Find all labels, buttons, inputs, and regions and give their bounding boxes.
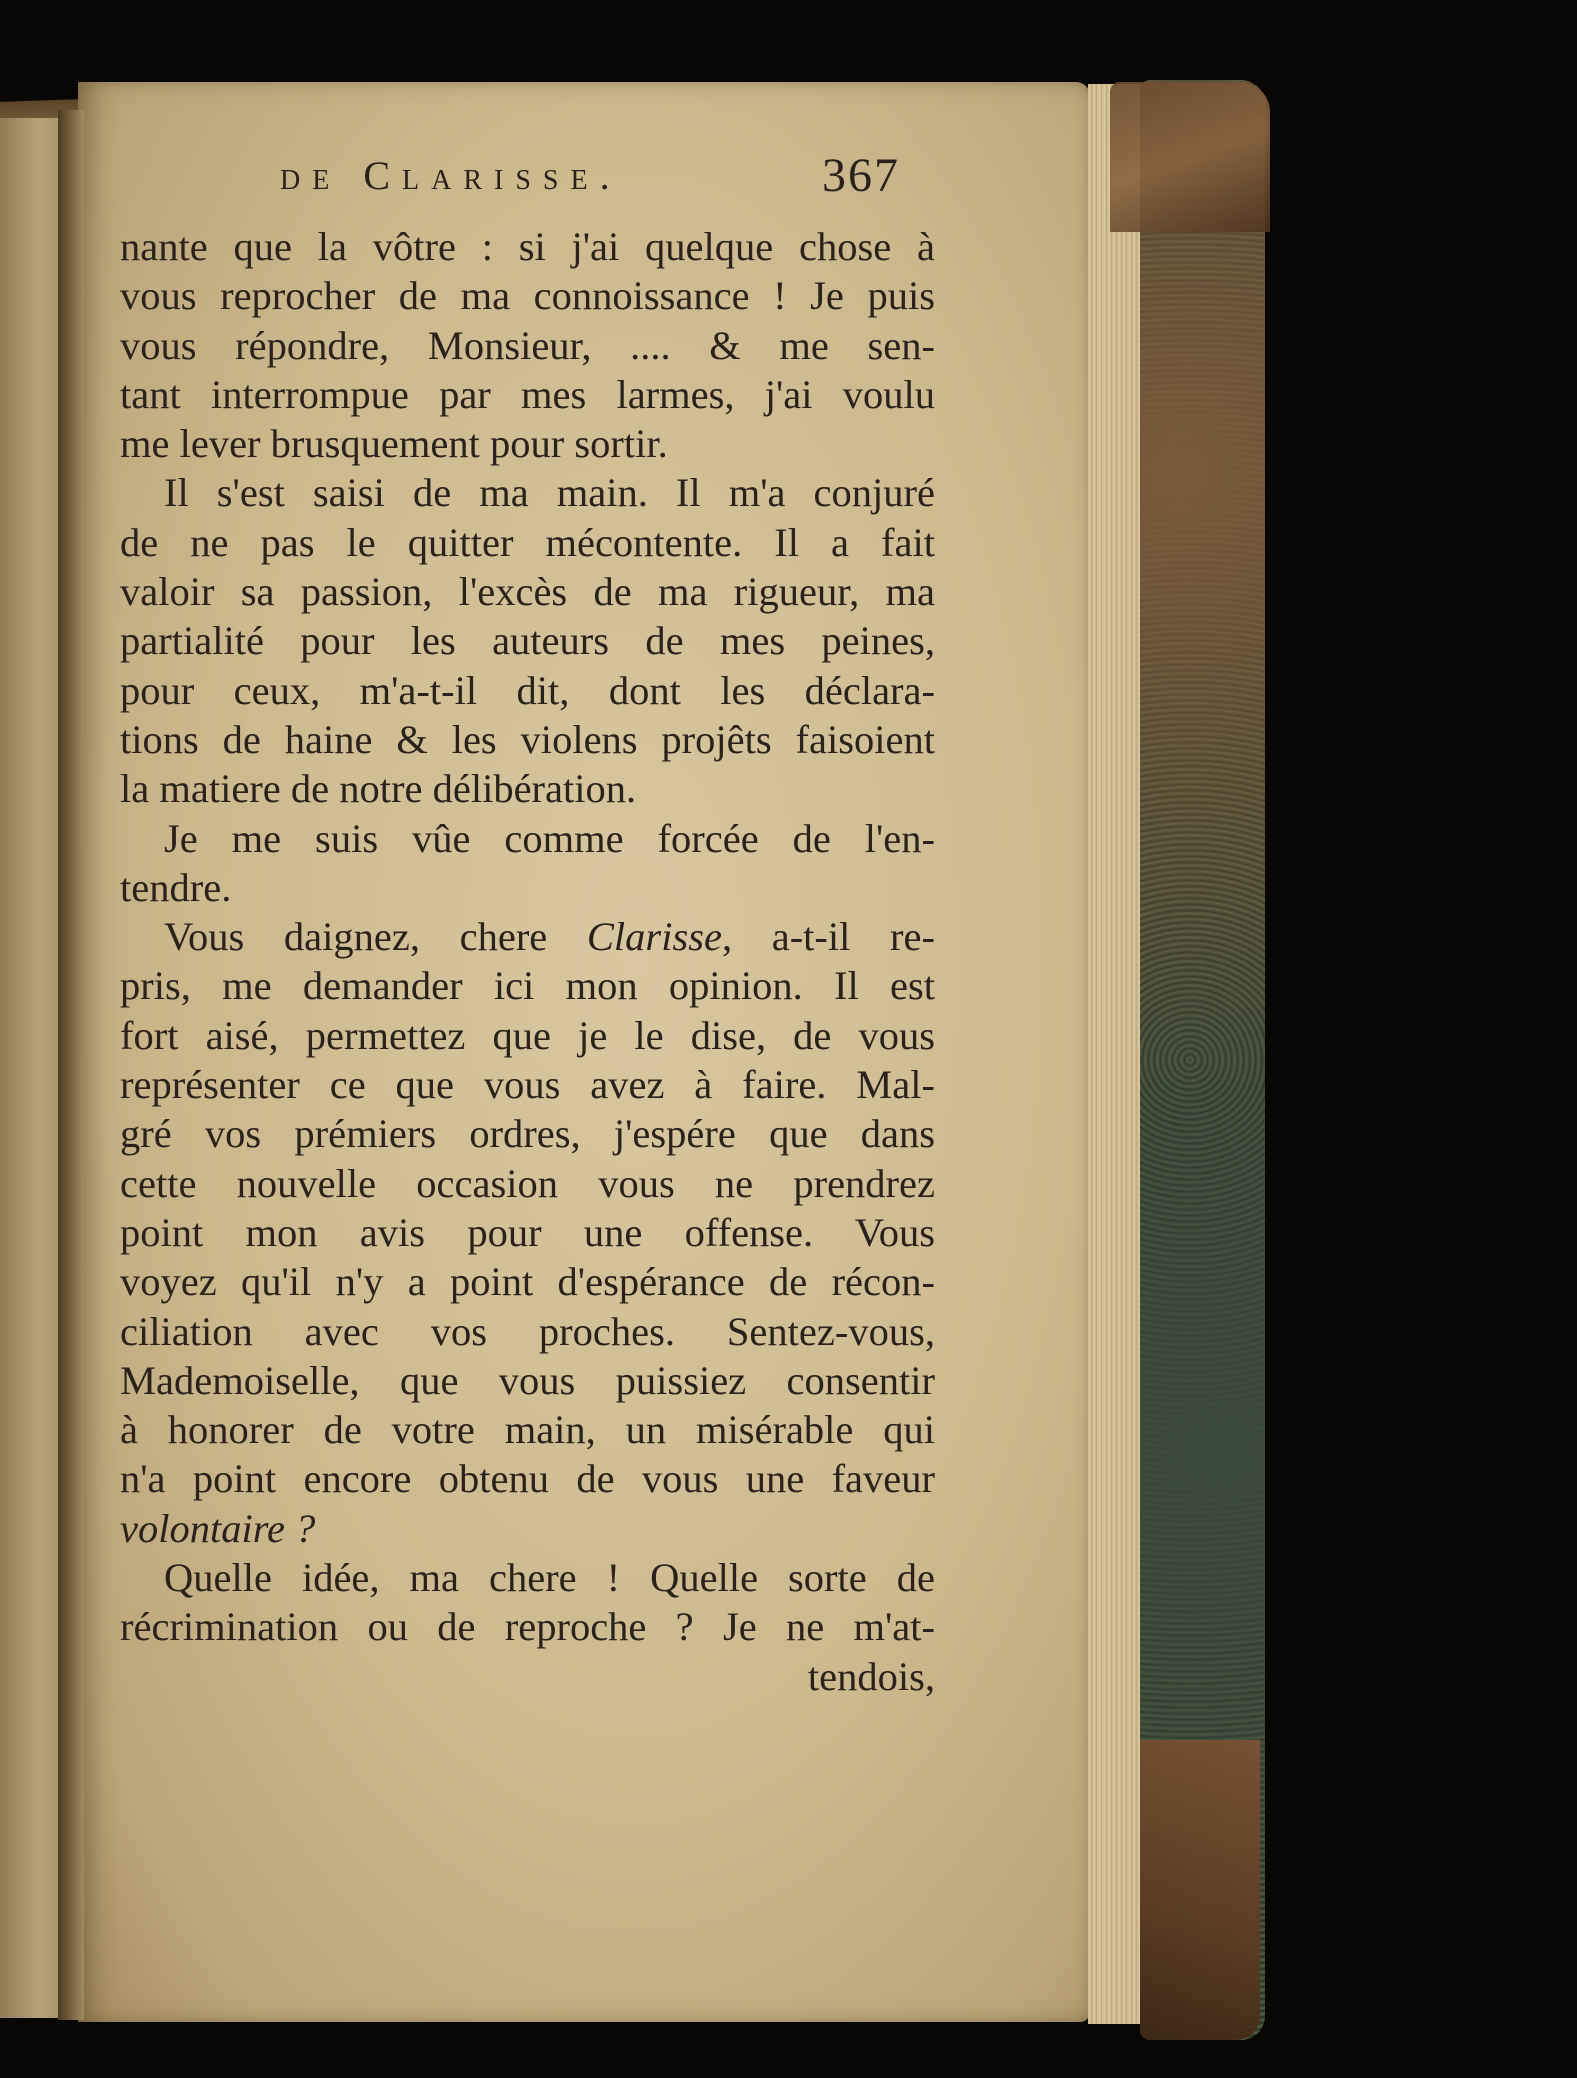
text-line: point mon avis pour une offense. Vous — [120, 1209, 935, 1255]
text-line: volontaire ? — [120, 1505, 316, 1551]
page-gutter — [58, 110, 84, 2020]
text-line: de ne pas le quitter mécontente. Il a fait — [120, 519, 935, 565]
text-line — [120, 912, 935, 961]
text-line: cette nouvelle occasion vous ne prendrez — [120, 1160, 935, 1206]
name-clarisse: Clarisse — [586, 914, 722, 960]
text-line: Je me suis vûe comme forcée de l'en- — [164, 815, 935, 861]
text-line: pour ceux, m'a-t-il dit, dont les déclara- — [120, 667, 935, 713]
cover-corner-top — [1110, 82, 1270, 232]
text-line: gré vos prémiers ordres, j'espére que dans — [120, 1111, 935, 1157]
text-line: vous reprocher de ma connoissance ! Je puis — [120, 273, 935, 319]
text-line: Quelle idée, ma chere ! Quelle sorte de — [164, 1555, 935, 1601]
text-line: tendre. — [120, 864, 232, 910]
running-head-title: de Clarisse. — [280, 153, 622, 198]
text-line: fort aisé, permettez que je le dise, de vous — [120, 1012, 935, 1058]
text-line: la matiere de notre délibération. — [120, 766, 637, 812]
text-line: Il s'est saisi de ma main. Il m'a conjuré — [164, 470, 935, 516]
text-line: Mademoiselle, que vous puissiez consentir — [120, 1357, 935, 1403]
text-line: tions de haine & les violens projêts faisoient — [120, 716, 935, 762]
running-head — [280, 148, 920, 208]
text-line: à honorer de votre main, un misérable qui — [120, 1407, 935, 1453]
text-line: ciliation avec vos proches. Sentez-vous, — [120, 1308, 935, 1354]
cover-corner-bottom — [1140, 1740, 1260, 2040]
catchword: tendois, — [807, 1653, 935, 1699]
page-number: 367 — [822, 149, 900, 202]
text-line: partialité pour les auteurs de mes peines, — [120, 618, 935, 664]
text-line-end: , a-t-il re- — [721, 914, 936, 960]
text-line: tant interrompue par mes larmes, j'ai voulu — [120, 371, 935, 417]
text-line: représenter ce que vous avez à faire. Mal- — [120, 1062, 935, 1108]
text-line: voyez qu'il n'y a point d'espérance de récon- — [120, 1259, 935, 1305]
text-line: n'a point encore obtenu de vous une faveur — [120, 1456, 935, 1502]
text-line: valoir sa passion, l'excès de ma rigueur, ma — [120, 569, 935, 615]
text-line: pris, me demander ici mon opinion. Il est — [120, 963, 935, 1009]
text-line: nante que la vôtre : si j'ai quelque chose à — [120, 224, 935, 269]
body-text — [120, 222, 935, 1701]
text-line: vous répondre, Monsieur, .... & me sen- — [120, 322, 935, 368]
text-line: me lever brusquement pour sortir. — [120, 421, 668, 467]
text-line: récrimination ou de reproche ? Je ne m'at- — [120, 1604, 935, 1650]
text-line-start: Vous daignez, chere — [164, 914, 587, 960]
